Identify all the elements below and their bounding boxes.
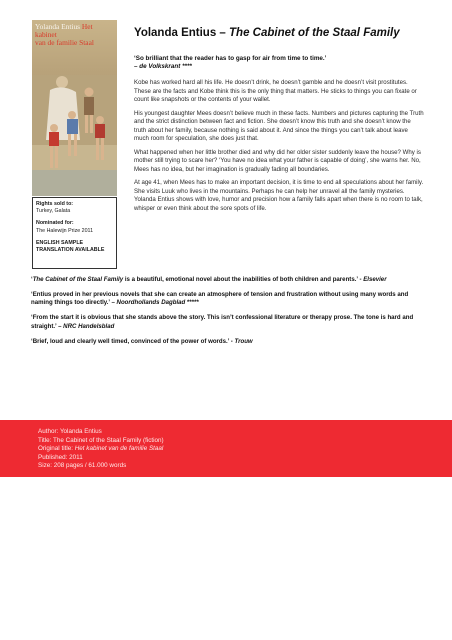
paragraph: His youngest daughter Mees doesn’t believe much in these facts. Numbers and pictures capturing the Truth and the strict distinction between fact and fiction. She doesn’t know this truth and she doesn’t know the truth about her family, because nothing is said about it. And since the things you can’t talk about leave much room for speculation, she does just that. (134, 109, 424, 143)
detail-original-label: Original title: (38, 445, 75, 453)
title-book: The Cabinet of the Staal Family (229, 27, 400, 39)
cover-title-line1: Het kabinet (35, 22, 93, 39)
title-author: Yolanda Entius (134, 27, 217, 39)
review-stars: ***** (185, 299, 199, 307)
cover-title-line2: van de familie Staal (35, 38, 94, 47)
review-book-title: The Cabinet of the Staal Family (32, 276, 124, 283)
title-dash: – (216, 27, 230, 39)
review (31, 314, 426, 331)
review: ‘The Cabinet of the Staal Family is a beautiful, emotional novel about the inabilities of both children and parents.’ - Elsevier (31, 276, 387, 283)
description-column (134, 55, 424, 218)
rights-label: Rights sold to: (36, 201, 74, 207)
paragraph: Kobe has worked hard all his life. He doesn’t drink, he doesn’t gamble and he doesn’t visit prostitutes. These are the facts and Kobe think this is the only thing that matters. He sticks to things you can fixate or count like snapshots or the contents of your wallet. (134, 79, 417, 104)
review (31, 291, 426, 308)
review-source: Trouw (234, 337, 253, 345)
page-title (134, 27, 400, 39)
translation-available-label: TRANSLATION AVAILABLE (36, 247, 105, 254)
review-source: Noordhollands Dagblad (116, 299, 186, 307)
lead-quote (134, 55, 424, 71)
nominated-label: Nominated for: (36, 220, 74, 227)
detail-author: Author: Yolanda Entius (38, 428, 102, 435)
detail-published: Published: 2011 (38, 453, 83, 461)
detail-title: Title: The Cabinet of the Staal Family (fiction) (38, 436, 164, 444)
reviews-section (31, 276, 426, 352)
review-text: ‘Brief, loud and clearly well timed, convinced of the power of words.’ - (31, 337, 235, 345)
review-text: ‘Entius proved in her previous novels that she can create an atmosphere of tension and frustration without using many words and naming things too directly.’ – (31, 290, 409, 307)
rights-info-box (32, 197, 117, 269)
paragraph: What happened when her little brother died and why did her older sister suddenly leave the house? Why is mother still trying to scare her? ‘You have no idea what your father is capable of doing’, she warns her. No, Mees has no idea, but her imagination is gradually fading all boundaries. (134, 148, 421, 173)
paragraph: At age 41, when Mees has to make an important decision, it is time to end all speculations about her family. She visits Luuk who lives in the mountains. Perhaps he can help her unravel all the family mysteries. Yolanda Entius shows with love, humor and precision how a family falls apart when there is no room to talk, whisper or even think about the sore spots of life. (134, 179, 424, 212)
detail-size: Size: 208 pages / 61.000 words (38, 462, 127, 470)
detail-original-title (38, 445, 164, 454)
lead-quote-text: ‘So brilliant that the reader has to gasp for air from time to time.’ (134, 55, 327, 62)
cover-title (35, 23, 115, 47)
english-sample-label: ENGLISH SAMPLE (36, 239, 84, 246)
nominated-value: The Halewijn Prize 2011 (36, 227, 94, 234)
rights-value: Turkey, Galata (36, 208, 71, 215)
cover-author: Yolanda Entius (35, 22, 81, 31)
review-source: Elsevier (363, 276, 387, 283)
review-text: is a beautiful, emotional novel about the inabilities of both children and parents.’ - (123, 276, 364, 283)
review (31, 338, 426, 346)
detail-original-value: Het kabinet van de familie Staal (74, 445, 164, 453)
review-text: ‘From the start it is obvious that she stands above the story. This isn’t confessional literature or therapy prose. The tone is hard and straight.’ – (31, 314, 414, 330)
book-details (38, 428, 164, 471)
review-source: NRC Handelsblad (63, 322, 115, 330)
book-cover-image (32, 20, 117, 196)
lead-quote-source: – de Volkskrant **** (134, 63, 192, 71)
